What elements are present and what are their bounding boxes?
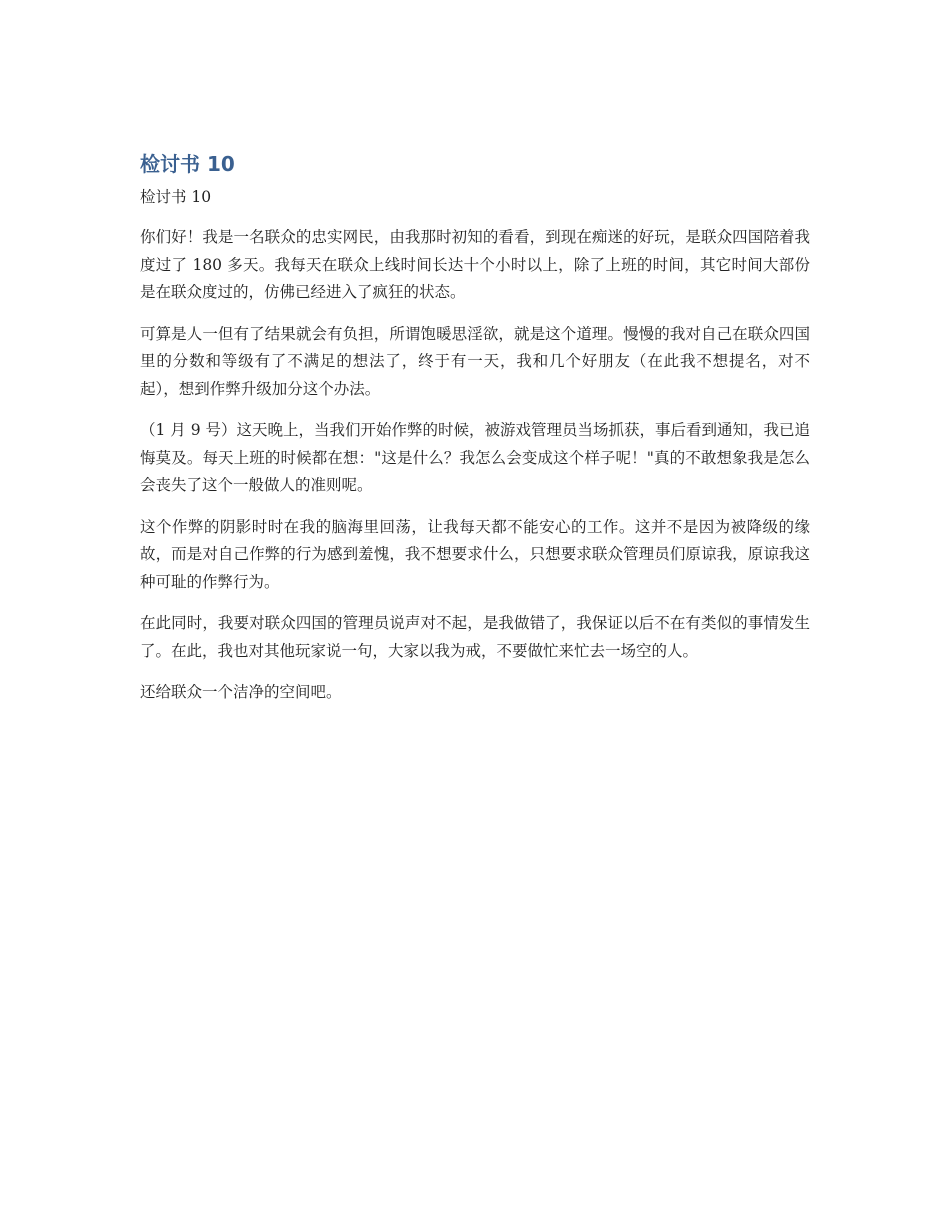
paragraph-4: 这个作弊的阴影时时在我的脑海里回荡，让我每天都不能安心的工作。这并不是因为被降级的缘故，而是对自己作弊的行为感到羞愧，我不想要求什么，只想要求联众管理员们原谅我，原谅我这种可耻的作弊行为。 — [140, 517, 810, 591]
paragraph-1: 你们好！我是一名联众的忠实网民，由我那时初知的看看，到现在痴迷的好玩，是联众四国陪着我度过了 180 多天。我每天在联众上线时间长达十个小时以上，除了上班的时间，其它时间大部份是在联众度过的，仿佛已经进入了疯狂的状态。 — [140, 228, 810, 301]
document-subtitle: 检讨书 10 — [140, 188, 212, 206]
paragraph-6: 还给联众一个洁净的空间吧。 — [140, 683, 342, 701]
paragraph-3: （1 月 9 号）这天晚上，当我们开始作弊的时候，被游戏管理员当场抓获，事后看到通知，我已追悔莫及。每天上班的时候都在想："这是什么？我怎么会变成这个样子呢！"真的不敢想象我是怎么会丧失了这个一般做人的准则呢。 — [140, 421, 811, 494]
paragraph-5: 在此同时，我要对联众四国的管理员说声对不起，是我做错了，我保证以后不在有类似的事情发生了。在此，我也对其他玩家说一句，大家以我为戒，不要做忙来忙去一场空的人。 — [140, 614, 810, 660]
document-page — [140, 150, 810, 707]
paragraph-2: 可算是人一但有了结果就会有负担，所谓饱暖思淫欲，就是这个道理。慢慢的我对自己在联众四国里的分数和等级有了不满足的想法了，终于有一天，我和几个好朋友（在此我不想提名，对不起），想到作弊升级加分这个办法。 — [140, 324, 810, 398]
document-title: 检讨书 10 — [140, 152, 235, 176]
